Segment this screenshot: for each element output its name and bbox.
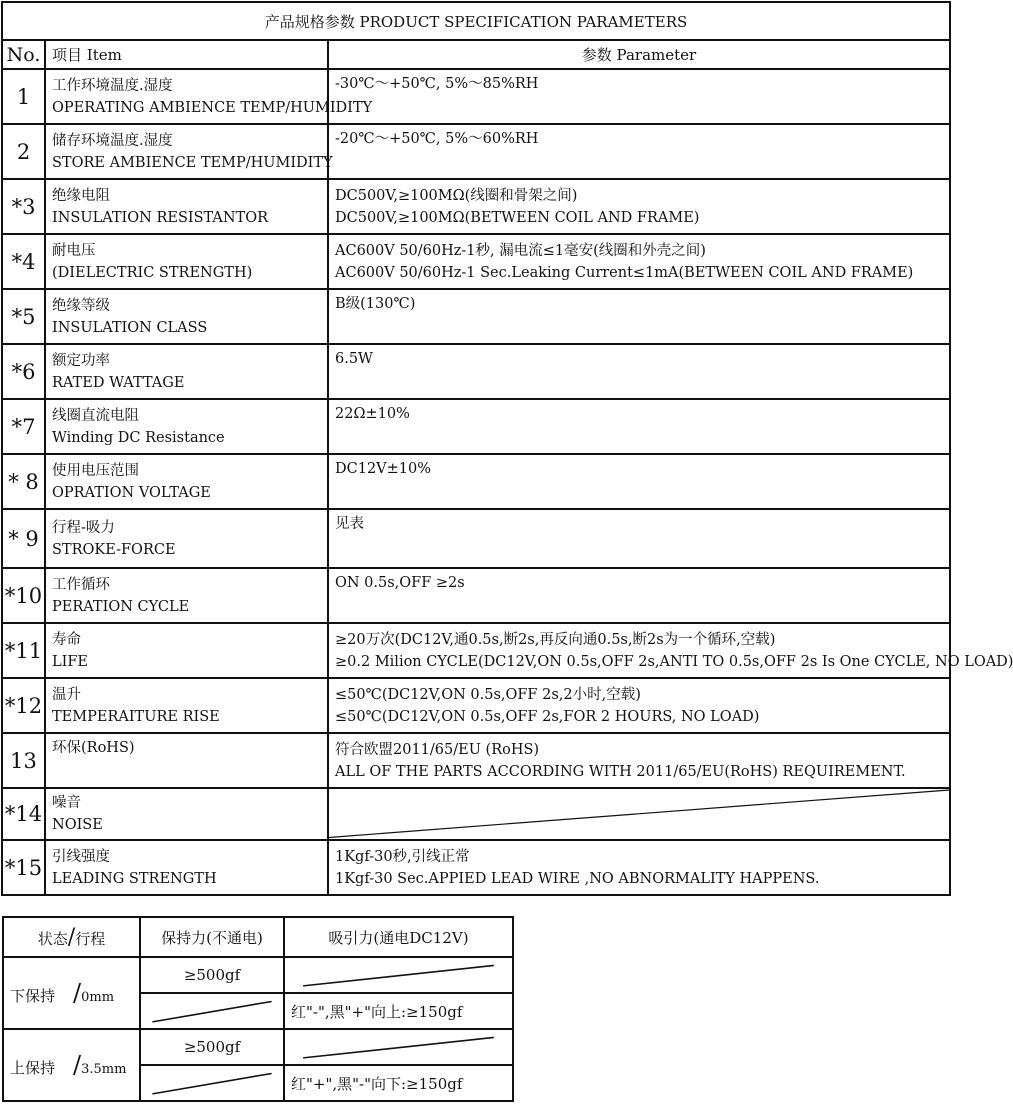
parameter-cell (328, 509, 950, 568)
table-row (2, 234, 950, 289)
pull-force-empty (284, 1029, 513, 1065)
item-name-en: NOISE (52, 817, 103, 833)
empty-slash-line (285, 1030, 512, 1064)
hold-force-value: ≥500gf (140, 1029, 284, 1065)
row-number: *15 (2, 840, 45, 895)
parameter-cell (328, 69, 950, 124)
state-cell: 上保持 /3.5mm (3, 1029, 140, 1101)
table-row (2, 568, 950, 623)
item-name-en: OPRATION VOLTAGE (52, 484, 211, 501)
parameter-en: 1Kgf-30 Sec.APPIED LEAD WIRE ,NO ABNORMALITY HAPPENS. (335, 870, 820, 887)
header-parameter: 参数 Parameter (328, 40, 950, 69)
hold-force-empty (140, 1065, 284, 1101)
parameter-cn: ≤50℃(DC12V,ON 0.5s,OFF 2s,2小时,空载) (335, 686, 641, 703)
header-state: 状态 (37, 929, 68, 948)
table-row (2, 733, 950, 788)
parameter-cn: ON 0.5s,OFF ≥2s (335, 575, 465, 591)
item-cell (45, 344, 328, 399)
parameter-cell (328, 733, 950, 788)
row-number: *12 (2, 678, 45, 733)
table-row (2, 840, 950, 895)
item-cell (45, 289, 328, 344)
parameter-en: ≥0.2 Milion CYCLE(DC12V,ON 0.5s,OFF 2s,ANTI TO 0.5s,OFF 2s Is One CYCLE, NO LOAD) (335, 653, 1013, 670)
item-name-en: STROKE-FORCE (52, 541, 176, 558)
stroke-position: 3.5mm (81, 1062, 127, 1077)
item-name-cn: 储存环境温度.湿度 (52, 132, 173, 149)
item-cell (45, 788, 328, 840)
empty-slash-line (141, 994, 283, 1028)
parameter-cn: 6.5W (335, 351, 373, 367)
table-row (2, 344, 950, 399)
parameter-cn: DC500V,≥100MΩ(线圈和骨架之间) (335, 187, 578, 204)
stroke-position: 0mm (81, 990, 115, 1005)
parameter-cn: -30℃～+50℃, 5%～85%RH (335, 76, 539, 92)
parameter-cell (328, 454, 950, 509)
parameter-cell (328, 840, 950, 895)
spec-rows (2, 69, 1013, 895)
item-name-cn: 温升 (52, 686, 81, 703)
row-number: * 9 (2, 509, 45, 568)
row-number: *4 (2, 234, 45, 289)
table-row (2, 399, 950, 454)
row-number: *14 (2, 788, 45, 840)
item-name-cn: 绝缘电阻 (52, 187, 110, 204)
row-number: *11 (2, 623, 45, 678)
table-row (2, 289, 950, 344)
item-cell (45, 399, 328, 454)
parameter-cn: 见表 (335, 516, 364, 532)
item-cell (45, 840, 328, 895)
table-row (2, 678, 950, 733)
parameter-en: ALL OF THE PARTS ACCORDING WITH 2011/65/EU(RoHS) REQUIREMENT. (335, 763, 906, 780)
item-name-cn: 绝缘等级 (52, 297, 110, 314)
item-cell (45, 179, 328, 234)
table-row (3, 957, 513, 993)
item-name-cn: 噪音 (52, 795, 81, 811)
parameter-cn: AC600V 50/60Hz-1秒, 漏电流≤1毫安(线圈和外壳之间) (335, 242, 706, 259)
parameter-cn: -20℃～+50℃, 5%～60%RH (335, 131, 539, 147)
parameter-cell (328, 399, 950, 454)
item-name-cn: 工作环境温度.湿度 (52, 77, 173, 94)
row-number: *5 (2, 289, 45, 344)
parameter-cell (328, 289, 950, 344)
item-name-cn: 引线强度 (52, 848, 110, 865)
item-cell (45, 454, 328, 509)
item-name-cn: 线圈直流电阻 (52, 407, 139, 424)
item-cell (45, 678, 328, 733)
pull-force-empty (284, 957, 513, 993)
parameter-cell (328, 124, 950, 179)
header-state-stroke: 状态/行程 (3, 917, 140, 957)
parameter-en: ≤50℃(DC12V,ON 0.5s,OFF 2s,FOR 2 HOURS, NO LOAD) (335, 708, 760, 725)
parameter-cn: 符合欧盟2011/65/EU (RoHS) (335, 741, 540, 758)
item-name-en: (DIELECTRIC STRENGTH) (52, 264, 253, 281)
item-name-en: OPERATING AMBIENCE TEMP/HUMIDITY (52, 99, 373, 116)
empty-slash-line (141, 1066, 283, 1100)
item-name-en: PERATION CYCLE (52, 598, 190, 615)
parameter-cn: ≥20万次(DC12V,通0.5s,断2s,再反向通0.5s,断2s为一个循环,空载) (335, 631, 776, 648)
table-row (2, 788, 950, 840)
item-name-en: INSULATION RESISTANTOR (52, 209, 269, 226)
table-row (3, 1029, 513, 1065)
parameter-cell (328, 568, 950, 623)
row-number: 1 (2, 69, 45, 124)
pull-force-value: 红"-",黑"+"向上:≥150gf (284, 993, 513, 1029)
table-row (2, 124, 950, 179)
row-number: *6 (2, 344, 45, 399)
table-row (2, 179, 950, 234)
parameter-en: DC500V,≥100MΩ(BETWEEN COIL AND FRAME) (335, 209, 700, 226)
item-name-en: RATED WATTAGE (52, 374, 185, 391)
item-name-en: LIFE (52, 653, 89, 670)
table-title: 产品规格参数 PRODUCT SPECIFICATION PARAMETERS (2, 2, 950, 40)
table-row (2, 69, 950, 124)
parameter-cell (328, 344, 950, 399)
spec-table (1, 1, 1013, 896)
header-item: 项目 Item (45, 40, 328, 69)
row-number: 2 (2, 124, 45, 179)
empty-slash-line (329, 789, 949, 839)
empty-slash-line (285, 958, 512, 992)
header-hold-force: 保持力(不通电) (140, 917, 284, 957)
item-cell (45, 124, 333, 179)
item-cell (45, 733, 328, 788)
stroke-force-table (2, 916, 514, 1102)
item-name-cn: 额定功率 (52, 352, 110, 369)
row-number: *3 (2, 179, 45, 234)
parameter-cell (328, 179, 950, 234)
item-cell (45, 623, 328, 678)
item-name-en: Winding DC Resistance (52, 429, 225, 446)
item-cell (45, 568, 328, 623)
parameter-en: AC600V 50/60Hz-1 Sec.Leaking Current≤1mA(BETWEEN COIL AND FRAME) (335, 264, 914, 281)
parameter-cn: DC12V±10% (335, 461, 432, 477)
parameter-cn: B级(130℃) (335, 296, 416, 312)
row-number: 13 (2, 733, 45, 788)
hold-force-value: ≥500gf (140, 957, 284, 993)
state-label: 下保持 (10, 987, 56, 1005)
parameter-cn: 22Ω±10% (335, 406, 410, 422)
item-name-cn: 环保(RoHS) (52, 740, 135, 756)
item-name-cn: 使用电压范围 (52, 462, 139, 479)
header-pull-force: 吸引力(通电DC12V) (284, 917, 513, 957)
header-stroke: 行程 (75, 929, 106, 948)
parameter-cell (328, 234, 950, 289)
item-name-cn: 耐电压 (52, 242, 96, 259)
table-row (2, 454, 950, 509)
item-cell (45, 69, 373, 124)
state-cell: 下保持 /0mm (3, 957, 140, 1029)
item-name-en: LEADING STRENGTH (52, 870, 217, 887)
item-name-cn: 寿命 (52, 631, 81, 648)
item-name-en: TEMPERAITURE RISE (52, 708, 220, 725)
row-number: *10 (2, 568, 45, 623)
header-no: No. (2, 40, 45, 69)
item-name-en: STORE AMBIENCE TEMP/HUMIDITY (52, 154, 333, 171)
item-cell (45, 234, 328, 289)
row-number: * 8 (2, 454, 45, 509)
parameter-cn: 1Kgf-30秒,引线正常 (335, 848, 470, 865)
state-label: 上保持 (10, 1059, 56, 1077)
table-row (2, 509, 950, 568)
item-cell (45, 509, 328, 568)
table-row (2, 623, 950, 678)
hold-force-empty (140, 993, 284, 1029)
stroke-rows (3, 957, 513, 1101)
item-name-en: INSULATION CLASS (52, 319, 208, 336)
item-name-cn: 行程-吸力 (52, 519, 115, 536)
parameter-cell (328, 623, 1013, 678)
item-name-cn: 工作循环 (52, 576, 110, 593)
row-number: *7 (2, 399, 45, 454)
parameter-cell (328, 788, 950, 840)
pull-force-value: 红"+",黑"-"向下:≥150gf (284, 1065, 513, 1101)
parameter-cell (328, 678, 950, 733)
